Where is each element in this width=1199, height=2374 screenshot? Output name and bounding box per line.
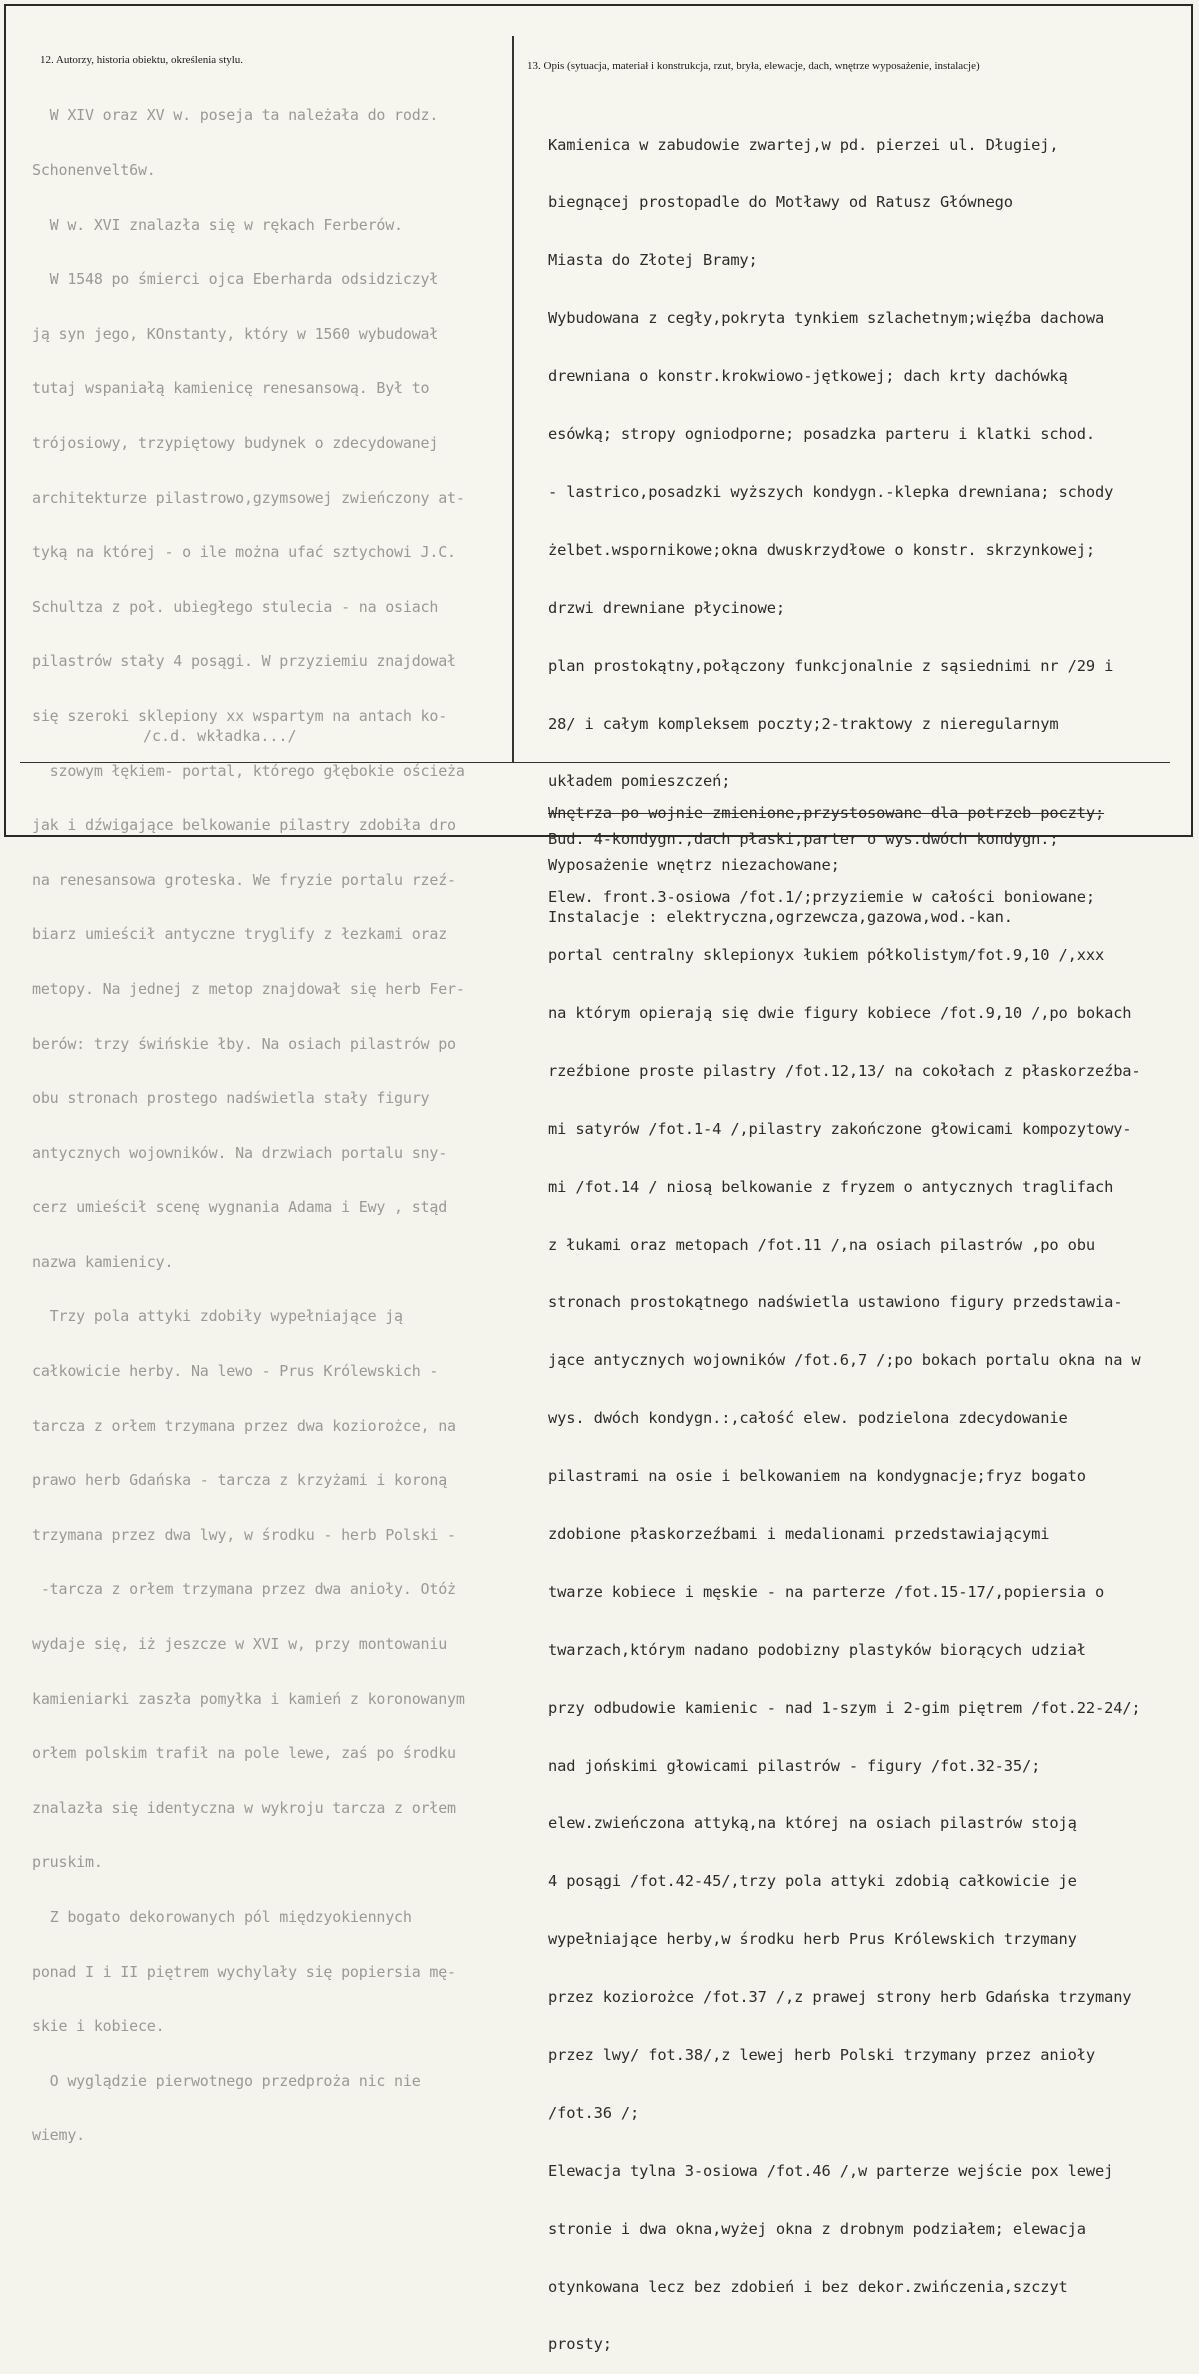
text-line: twarze kobiece i męskie - na parterze /fot.15-17/,popiersia o (548, 1582, 1105, 1601)
text-line: tarcza z orłem trzymana przez dwa koziorożce, na (32, 1416, 456, 1435)
text-line: jak i dźwigające belkowanie pilastry zdobiła dro (32, 816, 456, 835)
left-section-header: 12. Autorzy, historia obiektu, określenia stylu. (40, 54, 244, 66)
text-line: się szeroki sklepiony xx wspartym na antach ko- (32, 706, 448, 725)
text-line: nazwa kamienicy. (32, 1252, 174, 1271)
text-line: tutaj wspaniałą kamienicę renesansową. Był to (32, 379, 430, 398)
struck-line: Wnętrza po wojnie zmienione,przystosowane dla potrzeb poczty; (548, 803, 1105, 822)
text-line: szowym łękiem- portal, którego głębokie ościeża (32, 761, 465, 780)
text-line: elew.zwieńczona attyką,na której na osiach pilastrów stoją (548, 1814, 1077, 1833)
continuation-note: /c.d. wkładka.../ (143, 727, 297, 745)
text-line: wydaje się, iż jeszcze w XVI w, przy montowaniu (32, 1635, 448, 1654)
text-line: z łukami oraz metopach /fot.11 /,na osiach pilastrów ,po obu (548, 1235, 1095, 1254)
text-line: wiemy. (32, 2126, 85, 2145)
text-line: mi /fot.14 / niosą belkowanie z fryzem o antycznych traglifach (548, 1177, 1114, 1196)
text-line: rzeźbione proste pilastry /fot.12,13/ na cokołach z płaskorzeźba- (548, 1061, 1141, 1080)
text-line: stronach prostokątnego nadświetla ustawiono figury przedstawia- (548, 1293, 1123, 1312)
text-line: jące antycznych wojowników /fot.6,7 /;po bokach portalu okna na w (548, 1351, 1141, 1370)
text-line: - lastrico,posadzki wyższych kondygn.-klepka drewniana; schody (548, 482, 1114, 501)
text-line: architekturze pilastrowo,gzymsowej zwieńczony at- (32, 488, 465, 507)
text-line: Elew. front.3-osiowa /fot.1/;przyziemie w całości boniowane; (548, 888, 1095, 907)
text-line: przy odbudowie kamienic - nad 1-szym i 2-gim piętrem /fot.22-24/; (548, 1698, 1141, 1717)
text-line: Wyposażenie wnętrz niezachowane; (548, 856, 840, 875)
text-line: portal centralny sklepionyx łukiem półkolistym/fot.9,10 /,xxx (548, 946, 1105, 965)
text-line: cerz umieścił scenę wygnania Adama i Ewy , stąd (32, 1198, 448, 1217)
text-line: orłem polskim trafił na pole lewe, zaś po środku (32, 1744, 456, 1763)
text-line: Instalacje : elektryczna,ogrzewcza,gazowa,wod.-kan. (548, 908, 1013, 927)
text-line: prosty; (548, 2335, 612, 2354)
text-line: drewniana o konstr.krokwiowo-jętkowej; dach krty dachówką (548, 367, 1068, 386)
text-line: zdobione płaskorzeźbami i medalionami przedstawiającymi (548, 1524, 1050, 1543)
text-line: pilastrami na osie i belkowaniem na kondygnacje;fryz bogato (548, 1467, 1086, 1486)
text-line: Kamienica w zabudowie zwartej,w pd. pierzei ul. Długiej, (548, 135, 1059, 154)
text-line: W 1548 po śmierci ojca Eberharda odsidziczył (32, 270, 439, 289)
text-line: Schultza z poł. ubiegłego stulecia - na osiach (32, 597, 439, 616)
text-line: Trzy pola attyki zdobiły wypełniające ją (32, 1307, 403, 1326)
text-line: otynkowana lecz bez zdobień i bez dekor.zwińczenia,szczyt (548, 2277, 1068, 2296)
text-line: całkowicie herby. Na lewo - Prus Królewskich - (32, 1362, 439, 1381)
text-line: /fot.36 /; (548, 2103, 640, 2122)
text-line: metopy. Na jednej z metop znajdował się herb Fer- (32, 979, 465, 998)
text-line: Z bogato dekorowanych pól międzyokiennych (32, 1908, 412, 1926)
text-line: drzwi drewniane płycinowe; (548, 598, 786, 617)
text-line: ją syn jego, KOnstanty, który w 1560 wybudował (32, 324, 439, 343)
text-line: 4 posągi /fot.42-45/,trzy pola attyki zdobią całkowicie je (548, 1872, 1077, 1891)
footer-text (548, 770, 1186, 944)
text-line: Bud. 4-kondygn.,dach płaski,parter o wys.dwóch kondygn.; (548, 830, 1059, 849)
text-line: obu stronach prostego nadświetla stały figury (32, 1089, 430, 1108)
text-line: trzymana przez dwa lwy, w środku - herb Polski - (32, 1525, 456, 1544)
history-text (32, 70, 510, 2163)
text-line: Elewacja tylna 3-osiowa /fot.46 /,w parterze wejście pox lewej (548, 2161, 1114, 2180)
text-line: pilastrów stały 4 posągi. W przyziemiu znajdował (32, 652, 456, 671)
column-divider (512, 36, 514, 762)
text-line: O wyglądzie pierwotnego przedproża nic nie (32, 2071, 421, 2090)
text-line: mi satyrów /fot.1-4 /,pilastry zakończone głowicami kompozytowy- (548, 1119, 1132, 1138)
text-line: trójosiowy, trzypiętowy budynek o zdecydowanej (32, 433, 439, 452)
text-line: 28/ i całym kompleksem poczty;2-traktowy z nieregularnym (548, 714, 1059, 733)
text-line: nad jońskimi głowicami pilastrów - figury /fot.32-35/; (548, 1756, 1041, 1775)
text-line: przez koziorożce /fot.37 /,z prawej strony herb Gdańska trzymany (548, 1988, 1132, 2007)
text-line: żelbet.wspornikowe;okna dwuskrzydłowe o konstr. skrzynkowej; (548, 540, 1095, 559)
text-line: prawo herb Gdańska - tarcza z krzyżami i koroną (32, 1471, 448, 1490)
text-line: na którym opierają się dwie figury kobiece /fot.9,10 /,po bokach (548, 1003, 1132, 1022)
text-line: Schonenvelt6w. (32, 161, 156, 179)
text-line: wypełniające herby,w środku herb Prus Królewskich trzymany (548, 1930, 1077, 1949)
text-line: ponad I i II piętrem wychylały się popiersia mę- (32, 1962, 456, 1981)
text-line: esówką; stropy ogniodporne; posadzka parteru i klatki schod. (548, 425, 1095, 444)
text-line: pruskim. (32, 1853, 103, 1872)
text-line: plan prostokątny,połączony funkcjonalnie z sąsiednimi nr /29 i (548, 656, 1114, 675)
text-line: -tarcza z orłem trzymana przez dwa anioły. Otóż (32, 1580, 456, 1599)
text-line: Miasta do Złotej Bramy; (548, 251, 758, 270)
text-line: kamieniarki zaszła pomyłka i kamień z koronowanym (32, 1689, 465, 1708)
text-line: znalazła się identyczna w wykroju tarcza z orłem (32, 1798, 456, 1817)
text-line: układem pomieszczeń; (548, 772, 731, 791)
text-line: twarzach,którym nadano podobizny plastyków biorących udział (548, 1640, 1086, 1659)
text-line: W XIV oraz XV w. poseja ta należała do rodz. (32, 106, 439, 125)
text-line: Wybudowana z cegły,pokryta tynkiem szlachetnym;więźba dachowa (548, 309, 1105, 328)
text-line: stronie i dwa okna,wyżej okna z drobnym podziałem; elewacja (548, 2219, 1086, 2238)
text-line: W w. XVI znalazła się w rękach Ferberów. (32, 215, 403, 234)
text-line: biegnącej prostopadle do Motławy od Ratusz Głównego (548, 193, 1013, 212)
description-text (548, 97, 1186, 2374)
text-line: tyką na której - o ile można ufać sztychowi J.C. (32, 543, 456, 562)
text-line: skie i kobiece. (32, 2017, 165, 2036)
text-line: biarz umieścił antyczne tryglify z łezkami oraz (32, 925, 448, 944)
text-line: przez lwy/ fot.38/,z lewej herb Polski trzymany przez anioły (548, 2045, 1095, 2064)
right-section-header: 13. Opis (sytuacja, materiał i konstrukcja, rzut, bryła, elewacje, dach, wnętrze wyposażenie, instalacje) (527, 60, 980, 72)
text-line: wys. dwóch kondygn.:,całość elew. podzielona zdecydowanie (548, 1409, 1068, 1428)
text-line: berów: trzy świńskie łby. Na osiach pilastrów po (32, 1034, 456, 1053)
text-line: antycznych wojowników. Na drzwiach portalu sny- (32, 1143, 448, 1162)
text-line: na renesansowa groteska. We fryzie portalu rzeź- (32, 870, 456, 889)
